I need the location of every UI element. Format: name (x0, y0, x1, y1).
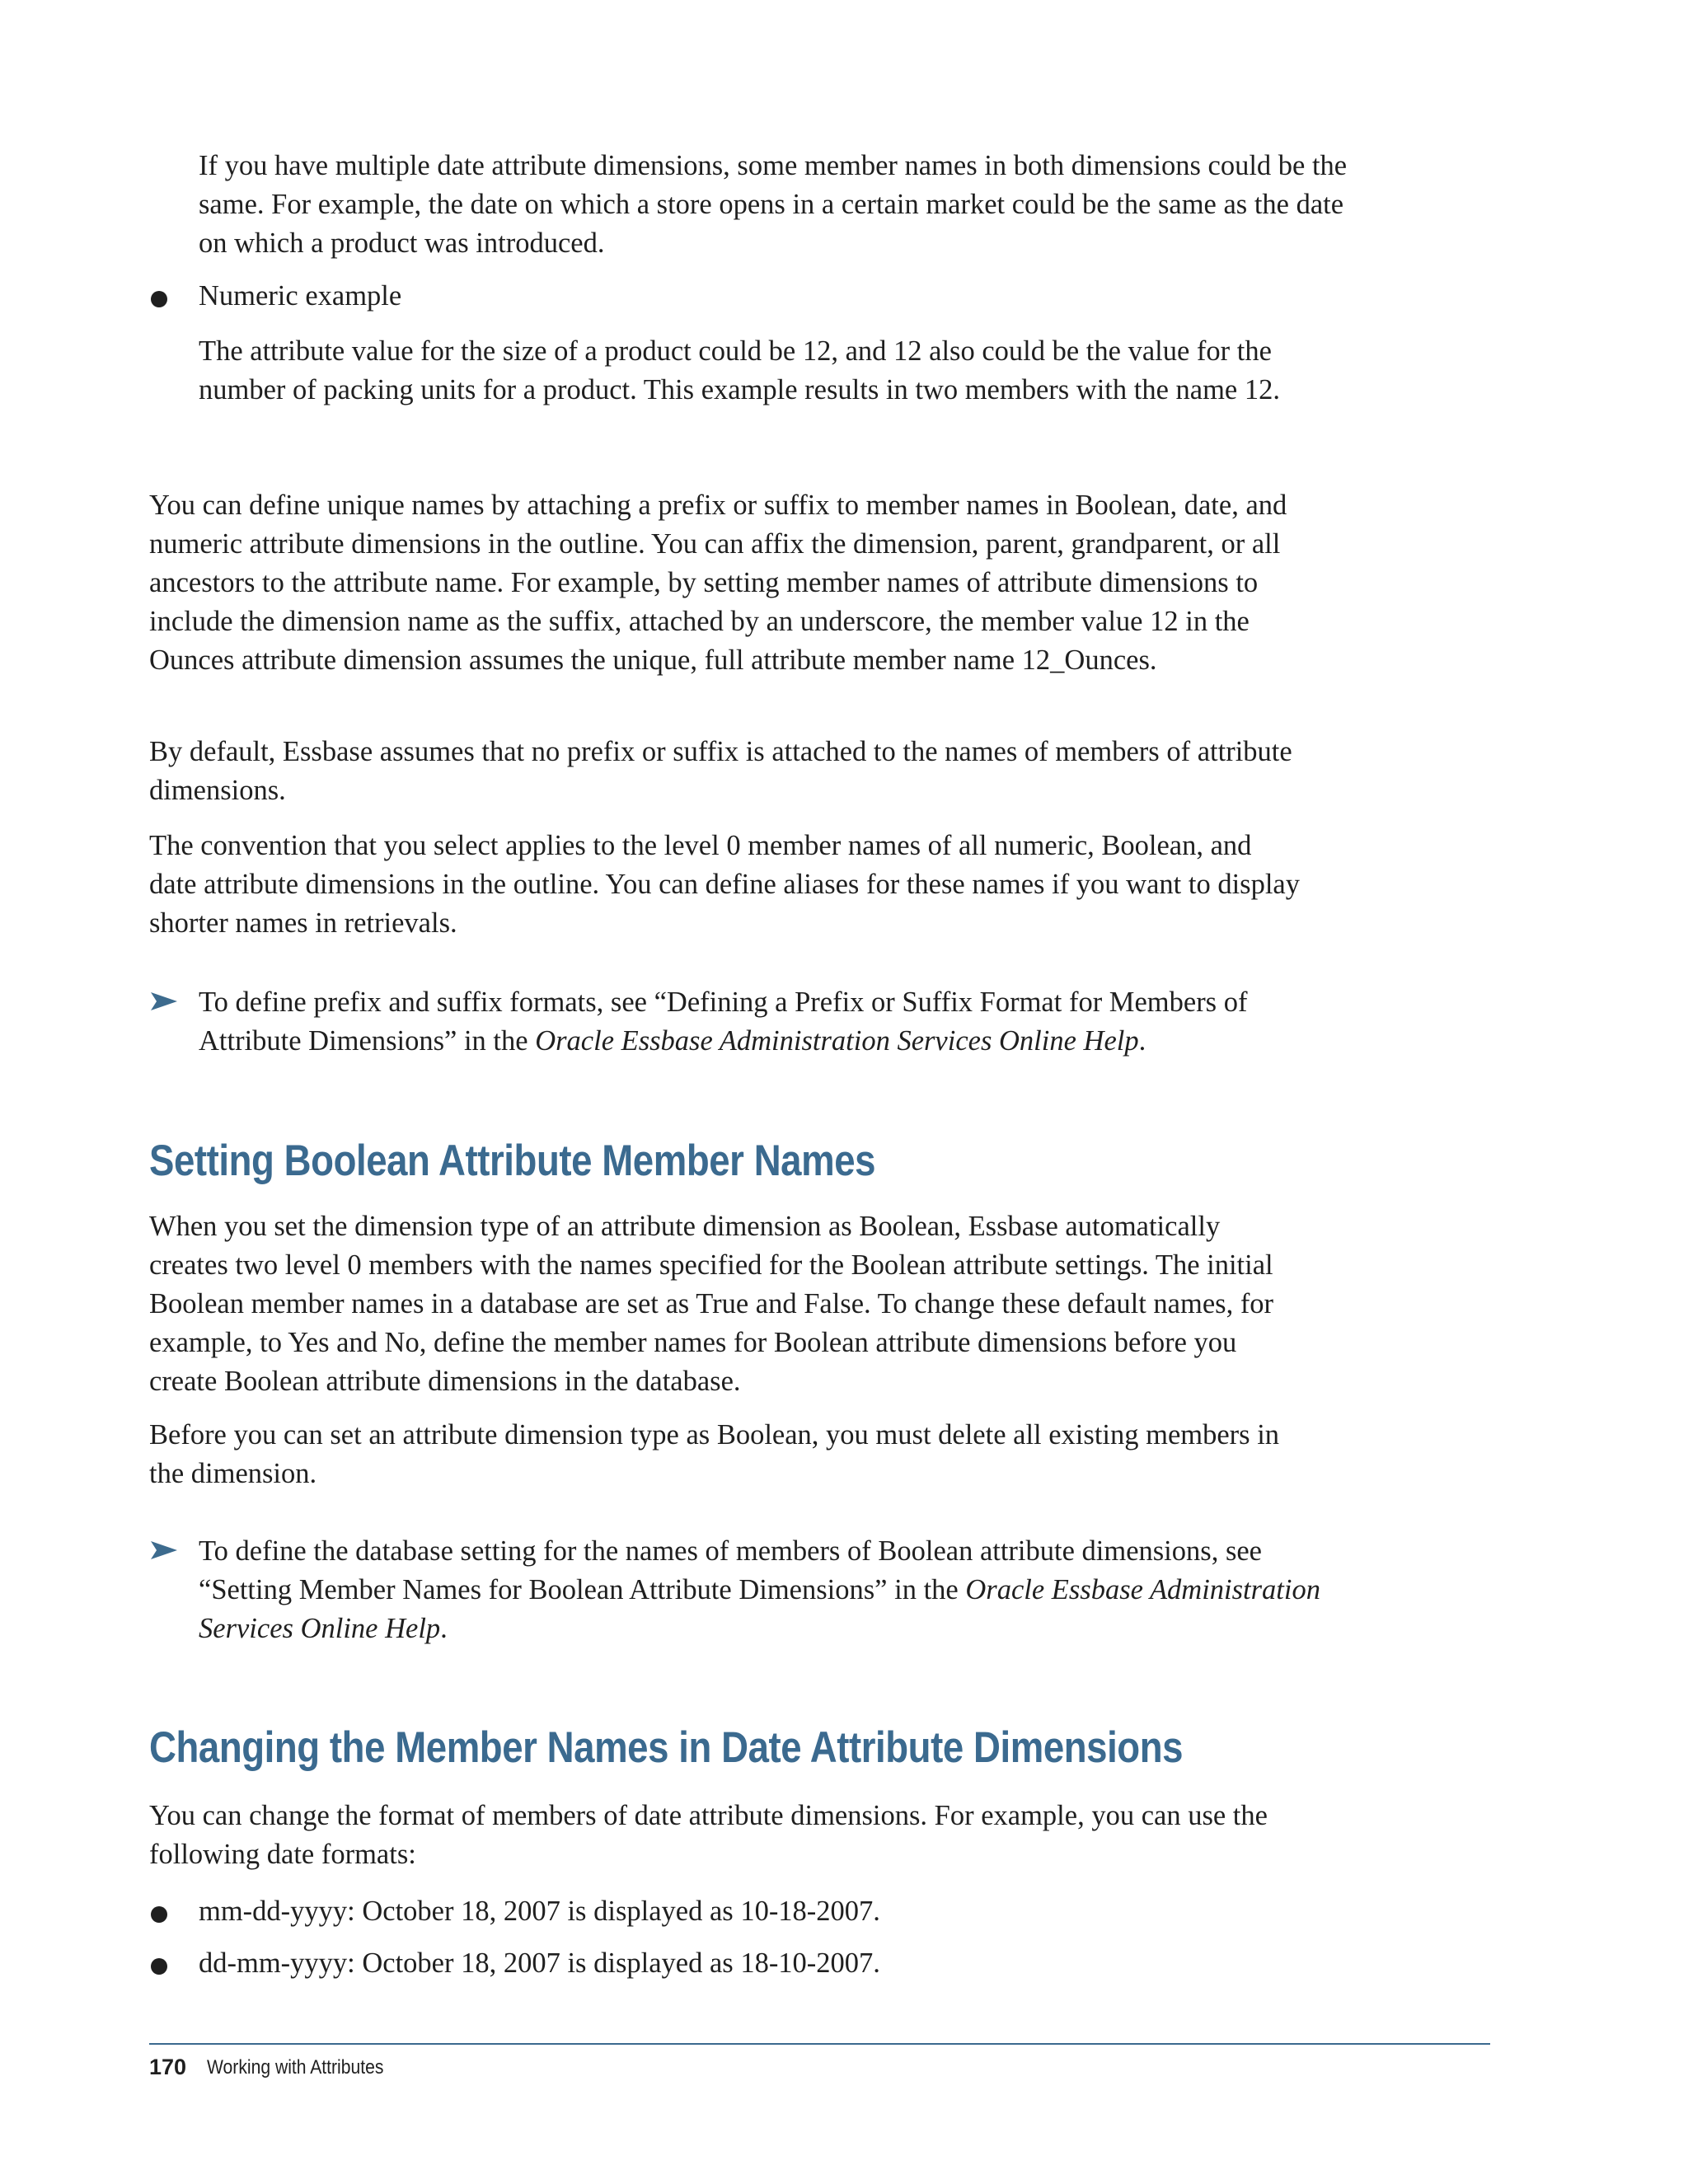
default-paragraph: By default, Essbase assumes that no prefix or suffix is attached to the names of members of attribute dimensions. (149, 736, 1292, 806)
unique-names-paragraph: You can define unique names by attaching a prefix or suffix to member names in Boolean, date, and numeric attribute dimensions in the outline. You can affix the dimension, parent, grandparent, or all ancestors to the attribute name. For example, by setting member names of attribute dimensions to include the dimension name as the suffix, attached by an underscore, the member value 12 in the Ounces attribute dimension assumes the unique, full attribute member name 12_Ounces. (149, 490, 1287, 676)
boolean-setting-step (199, 1532, 1353, 1648)
convention-paragraph: The convention that you select applies to the level 0 member names of all numeric, Boolean, and date attribute dimensions in the outline. You can define aliases for these names if you want to display shorter names in retrievals. (149, 830, 1300, 939)
bullet-icon (151, 1958, 167, 1975)
footer-rule (149, 2043, 1490, 2045)
step-text: To define prefix and suffix formats, see “Defining a Prefix or Suffix Format for Members of Attribute Dimensions” in the (199, 987, 1248, 1057)
boolean-paragraph-1: When you set the dimension type of an attribute dimension as Boolean, Essbase automatically creates two level 0 members with the names specified for the Boolean attribute settings. The initial Boolean member names in a database are set as True and False. To change these default names, for example, to Yes and No, define the member names for Boolean attribute dimensions before you create Boolean attribute dimensions in the database. (149, 1211, 1274, 1397)
heading-date-member-names: Changing the Member Names in Date Attribute Dimensions (149, 1723, 1184, 1772)
step-period: . (440, 1613, 448, 1644)
help-reference-link[interactable]: Oracle Essbase Administration Services Online Help (199, 1574, 1320, 1644)
intro-paragraph: If you have multiple date attribute dimensions, some member names in both dimensions could be the same. For example, the date on which a store opens in a certain market could be the same as the date on which a product was introduced. (199, 150, 1348, 259)
heading-boolean-member-names: Setting Boolean Attribute Member Names (149, 1137, 876, 1185)
help-reference-link[interactable]: Oracle Essbase Administration Services Online Help (535, 1025, 1139, 1057)
date-format-bullet-2: dd-mm-yyyy: October 18, 2007 is displayed as 18-10-2007. (199, 1947, 880, 1979)
prefix-suffix-step (199, 983, 1353, 1061)
bullet-numeric-example: Numeric example (199, 280, 402, 312)
bullet-icon (151, 1906, 167, 1923)
step-period: . (1138, 1025, 1146, 1057)
arrow-right-icon (149, 989, 179, 1014)
date-paragraph-1: You can change the format of members of date attribute dimensions. For example, you can use the following date formats: (149, 1800, 1268, 1870)
arrow-right-icon (149, 1538, 179, 1563)
date-format-bullet-1: mm-dd-yyyy: October 18, 2007 is displayed as 10-18-2007. (199, 1896, 880, 1927)
chapter-title: Working with Attributes (207, 2056, 384, 2079)
numeric-example-paragraph: The attribute value for the size of a product could be 12, and 12 also could be the value for the number of packing units for a product. This example results in two members with the name 12. (199, 335, 1280, 405)
boolean-paragraph-2: Before you can set an attribute dimension type as Boolean, you must delete all existing members in the dimension. (149, 1419, 1280, 1489)
bullet-icon (151, 291, 167, 307)
page-number: 170 (149, 2055, 187, 2079)
step-text: To define the database setting for the names of members of Boolean attribute dimensions, see “Setting Member Names for Boolean Attribute Dimensions” in the (199, 1535, 1262, 1605)
